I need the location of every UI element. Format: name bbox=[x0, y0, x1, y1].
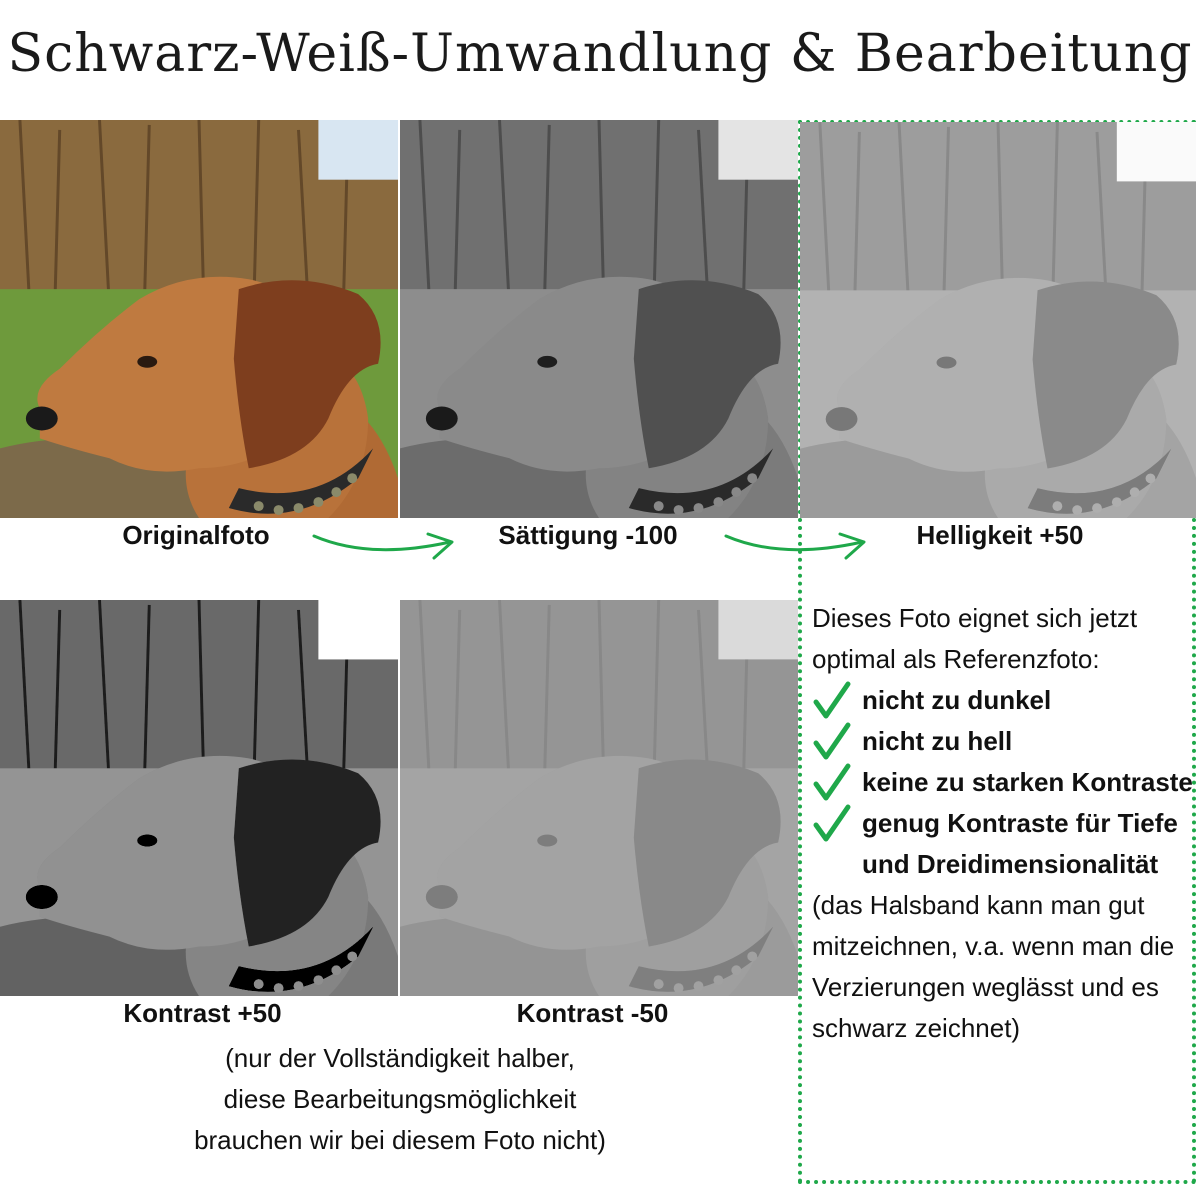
checklist-item-label: genug Kontraste für Tiefe und Dreidimensionalität bbox=[862, 808, 1178, 879]
checklist-item bbox=[812, 803, 1197, 885]
info-note: (das Halsband kann man gut mitzeichnen, v.a. wenn man die Verzierungen weglässt und es schwarz zeichnet) bbox=[812, 890, 1175, 1043]
note-line: (nur der Vollständigkeit halber, bbox=[225, 1043, 575, 1073]
note-line: brauchen wir bei diesem Foto nicht) bbox=[194, 1125, 606, 1155]
checkmark-icon bbox=[812, 721, 852, 763]
photo-contrast-plus bbox=[0, 600, 398, 996]
checklist-item-label: keine zu starken Kontraste bbox=[862, 767, 1193, 797]
caption-contrast-plus: Kontrast +50 bbox=[123, 998, 282, 1028]
checkmark-icon bbox=[812, 803, 852, 845]
checklist-item bbox=[812, 762, 1197, 803]
reference-info-panel bbox=[812, 598, 1197, 1049]
photo-original bbox=[0, 120, 398, 518]
checklist-item bbox=[812, 721, 1197, 762]
photo-brightness bbox=[800, 122, 1196, 518]
photo-contrast-minus bbox=[400, 600, 798, 996]
checklist-item bbox=[812, 680, 1197, 721]
checklist bbox=[812, 680, 1197, 885]
arrow-right-icon bbox=[722, 528, 872, 568]
arrow-right-icon bbox=[310, 528, 460, 568]
checklist-item-label: nicht zu dunkel bbox=[862, 685, 1052, 715]
caption-brightness: Helligkeit +50 bbox=[916, 520, 1084, 550]
caption-original: Originalfoto bbox=[122, 520, 270, 550]
completeness-note bbox=[100, 1038, 700, 1161]
page-title: Schwarz-Weiß-Umwandlung & Bearbeitung bbox=[7, 24, 1193, 84]
caption-contrast-minus: Kontrast -50 bbox=[516, 998, 669, 1028]
info-intro: Dieses Foto eignet sich jetzt optimal als Referenzfoto: bbox=[812, 603, 1138, 674]
photo-saturation bbox=[400, 120, 798, 518]
caption-saturation: Sättigung -100 bbox=[498, 520, 678, 550]
checkmark-icon bbox=[812, 680, 852, 722]
note-line: diese Bearbeitungsmöglichkeit bbox=[223, 1084, 577, 1114]
checkmark-icon bbox=[812, 762, 852, 804]
checklist-item-label: nicht zu hell bbox=[862, 726, 1013, 756]
